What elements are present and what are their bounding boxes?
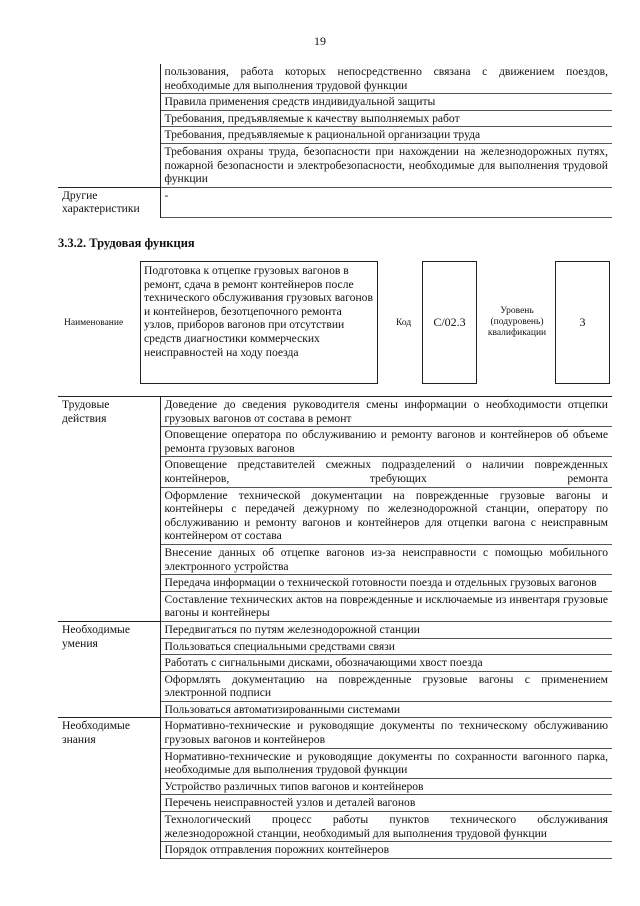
other-characteristics-value: - [160, 187, 612, 217]
code-value: С/02.3 [433, 315, 466, 329]
page-number: 19 [314, 34, 326, 48]
action-item: Доведение до сведения руководителя смены информации о необходимости отцепки грузовых вагонов от состава в ремонт [160, 397, 612, 427]
section-title: 3.3.2. Трудовая функция [58, 236, 195, 250]
action-item: Оформление технической документации на поврежденные грузовые вагоны и контейнеры с передачей дежурному по железнодорожной станции, оператору по обслуживанию и ремонту вагонов и контейнеров для отцепки вагона с неисправным контейнером от состава [160, 487, 612, 544]
knowledge-item: Технологический процесс работы пунктов технического обслуживания железнодорожной станции, необходимый для выполнения трудовой функции [160, 812, 612, 842]
name-label: Наименование [64, 318, 124, 328]
empty-cell [58, 94, 160, 111]
labor-function-table [58, 396, 612, 859]
knowledge-item: Порядок отправления порожних контейнеров [160, 842, 612, 859]
labor-function-header [58, 258, 612, 386]
knowledge-item: Устройство различных типов вагонов и контейнеров [160, 778, 612, 795]
knowledge-item: Правила применения средств индивидуальной защиты [160, 94, 612, 111]
level-value: 3 [579, 315, 586, 329]
skill-item: Пользоваться специальными средствами связи [160, 638, 612, 655]
function-name-box: Подготовка к отцепке грузовых вагонов в ремонт, сдача в ремонт контейнеров после технического обслуживания грузовых вагонов и контейнеров, безотцепочного ремонта узлов, приборов вагонов при отсутствии средств диагностики коммерческих неисправностей на ходу поезда [140, 261, 378, 384]
empty-cell [58, 64, 160, 94]
knowledge-label: Необходимые знания [58, 718, 160, 858]
knowledge-item: Нормативно-технические и руководящие документы по техническому обслуживанию грузовых вагонов и контейнеров [160, 718, 612, 748]
action-item: Составление технических актов на поврежденные и исключаемые из инвентаря грузовые вагоны и контейнеры [160, 591, 612, 621]
skill-item: Работать с сигнальными дисками, обозначающими хвост поезда [160, 655, 612, 672]
code-label: Код [396, 318, 412, 328]
skill-item: Оформлять документацию на поврежденные грузовые вагоны с применением электронной подписи [160, 671, 612, 701]
knowledge-item: пользования, работа которых непосредственно связана с движением поездов, необходимые для выполнения трудовой функции [160, 64, 612, 94]
action-item: Передача информации о технической готовности поезда и отдельных грузовых вагонов [160, 575, 612, 592]
knowledge-item: Требования, предъявляемые к рациональной организации труда [160, 127, 612, 144]
level-label: Уровень (подуровень) квалификации [487, 306, 547, 338]
knowledge-item: Нормативно-технические и руководящие документы по сохранности вагонного парка, необходимые для выполнения трудовой функции [160, 748, 612, 778]
empty-cell [58, 110, 160, 127]
knowledge-item: Требования охраны труда, безопасности при нахождении на железнодорожных путях, пожарной безопасности и электробезопасности, необходимые для выполнения трудовой функции [160, 143, 612, 187]
empty-cell [58, 127, 160, 144]
knowledge-item: Перечень неисправностей узлов и деталей вагонов [160, 795, 612, 812]
top-continuation-table [58, 64, 612, 218]
other-characteristics-label: Другие характеристики [58, 187, 160, 217]
knowledge-item: Требования, предъявляемые к качеству выполняемых работ [160, 110, 612, 127]
skills-label: Необходимые умения [58, 621, 160, 718]
code-box [422, 261, 477, 384]
skill-item: Пользоваться автоматизированными системами [160, 701, 612, 718]
actions-label: Трудовые действия [58, 397, 160, 622]
action-item: Оповещение представителей смежных подразделений о наличии поврежденных контейнеров, требующих ремонта [160, 457, 612, 487]
action-item: Оповещение оператора по обслуживанию и ремонту вагонов и контейнеров об объеме ремонта грузовых вагонов [160, 427, 612, 457]
action-item: Внесение данных об отцепке вагонов из-за неисправности с помощью мобильного электронного устройства [160, 544, 612, 574]
level-box [555, 261, 610, 384]
empty-cell [58, 143, 160, 187]
skill-item: Передвигаться по путям железнодорожной станции [160, 621, 612, 638]
